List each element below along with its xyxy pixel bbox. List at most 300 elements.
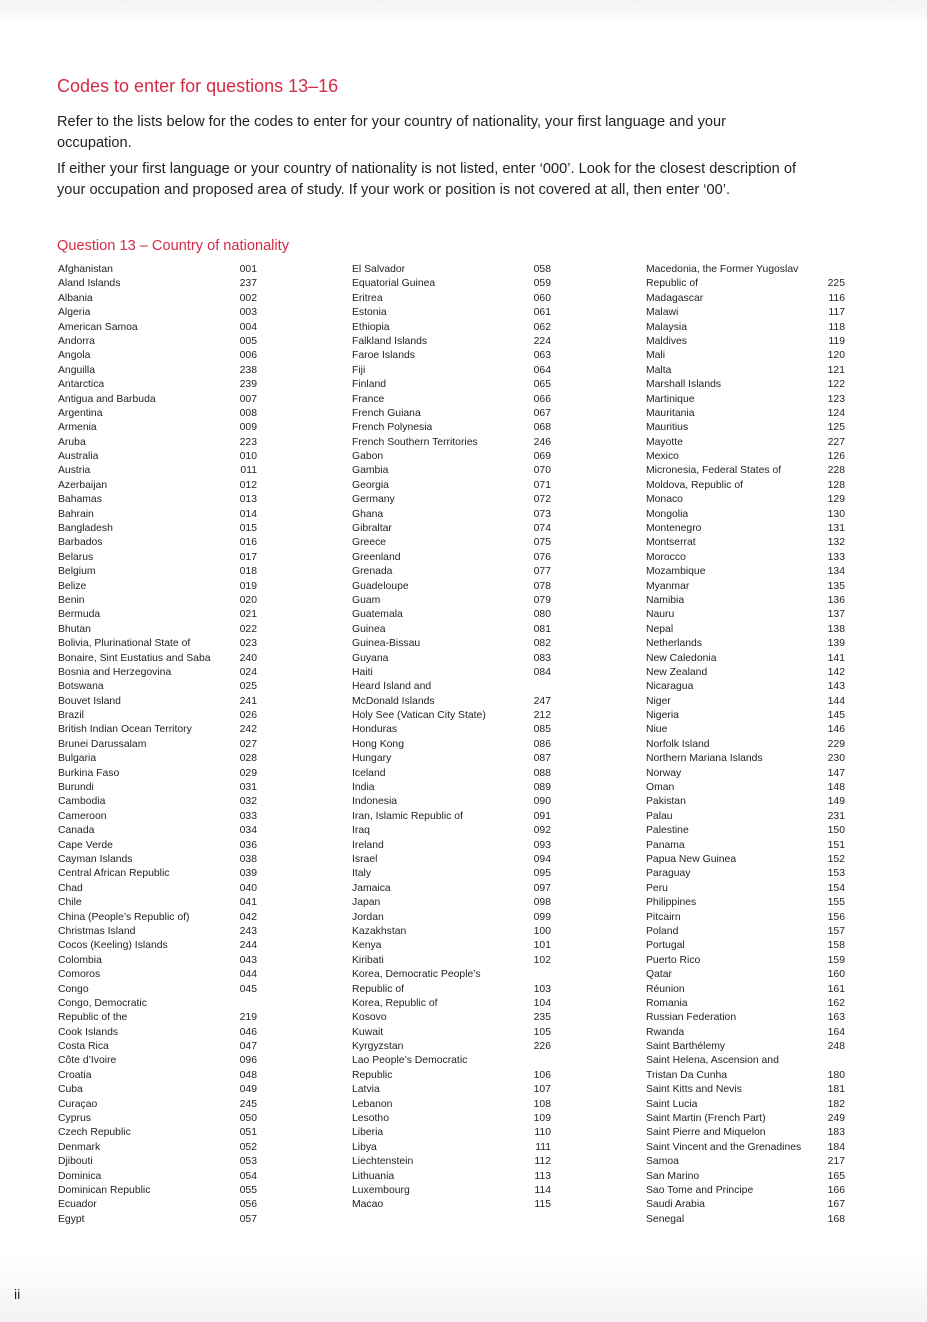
country-code: 051 <box>239 1127 257 1139</box>
country-code: 137 <box>827 609 845 621</box>
country-row <box>58 263 257 277</box>
country-code: 119 <box>828 335 845 347</box>
country-code: 009 <box>239 422 257 434</box>
country-row <box>646 1069 845 1083</box>
country-name: Aruba <box>58 436 86 448</box>
country-code: 094 <box>533 854 551 865</box>
country-code: 109 <box>533 1113 551 1125</box>
country-name: Réunion <box>646 983 685 995</box>
country-name: Maldives <box>646 335 687 347</box>
country-code: 093 <box>533 839 551 851</box>
country-row <box>352 407 551 421</box>
country-code: 011 <box>240 465 257 477</box>
country-name: Austria <box>58 465 91 477</box>
country-code: 005 <box>239 335 257 347</box>
country-row <box>352 652 551 666</box>
country-name: Greenland <box>352 551 401 563</box>
country-code: 235 <box>533 1012 551 1024</box>
country-row <box>58 292 257 306</box>
country-row <box>646 464 845 478</box>
country-name: Mexico <box>646 451 679 463</box>
country-code: 071 <box>533 479 551 491</box>
country-row <box>58 623 257 637</box>
country-row <box>58 1126 257 1140</box>
country-code: 023 <box>239 638 257 650</box>
country-code: 070 <box>533 465 551 477</box>
country-row <box>58 925 257 939</box>
country-code: 142 <box>827 666 845 678</box>
country-name: Montserrat <box>646 537 696 549</box>
country-row <box>352 508 551 522</box>
country-name: Bouvet Island <box>58 695 121 707</box>
country-code: 163 <box>827 1012 845 1024</box>
country-code: 115 <box>534 1199 551 1211</box>
country-code: 014 <box>239 508 257 520</box>
country-code: 230 <box>827 753 845 765</box>
country-row <box>646 407 845 421</box>
country-name: Central African Republic <box>58 868 170 880</box>
country-code: 108 <box>533 1098 551 1110</box>
country-row <box>646 306 845 320</box>
country-code: 015 <box>239 523 257 535</box>
country-row <box>646 824 845 838</box>
country-row <box>352 781 551 795</box>
country-name: Montenegro <box>646 523 702 535</box>
country-code: 136 <box>827 594 845 606</box>
country-name: Sao Tome and Principe <box>646 1184 754 1196</box>
country-name: Botswana <box>58 681 104 693</box>
country-name: Benin <box>58 594 85 606</box>
country-name: Mauritania <box>646 407 695 419</box>
country-code: 054 <box>239 1170 257 1182</box>
country-name: Croatia <box>58 1069 92 1081</box>
country-code: 212 <box>533 710 551 722</box>
country-row <box>646 853 845 867</box>
country-name: Aland Islands <box>58 278 121 290</box>
country-row <box>352 695 551 709</box>
country-name: Malta <box>646 364 672 376</box>
country-name: Jordan <box>352 911 384 923</box>
country-code: 231 <box>827 810 845 822</box>
country-row <box>646 335 845 349</box>
country-row <box>646 594 845 608</box>
country-name: Iran, Islamic Republic of <box>352 810 463 822</box>
country-row <box>352 1141 551 1155</box>
country-row <box>646 1026 845 1040</box>
country-code: 249 <box>827 1113 845 1125</box>
country-row <box>58 709 257 723</box>
country-row <box>352 810 551 824</box>
country-row <box>58 1213 257 1227</box>
country-code: 161 <box>827 983 845 995</box>
country-row <box>58 1083 257 1097</box>
country-row <box>352 1026 551 1040</box>
country-name: Eritrea <box>352 292 383 304</box>
country-row <box>58 896 257 910</box>
page-heading: Codes to enter for questions 13–16 <box>57 76 339 96</box>
country-row <box>646 565 845 579</box>
country-code: 238 <box>239 364 257 376</box>
country-name: Northern Mariana Islands <box>646 753 763 765</box>
country-row <box>352 752 551 766</box>
country-column-3 <box>646 263 845 1227</box>
country-code: 100 <box>533 925 551 937</box>
country-code: 149 <box>827 796 845 808</box>
country-row <box>646 1112 845 1126</box>
country-name: Pitcairn <box>646 911 681 923</box>
country-code: 111 <box>535 1141 551 1153</box>
country-code: 002 <box>239 292 257 304</box>
country-row <box>646 896 845 910</box>
country-name: Cuba <box>58 1084 83 1096</box>
country-row <box>58 867 257 881</box>
country-name: Niue <box>646 724 668 736</box>
country-name: Germany <box>352 494 395 506</box>
country-name: Belgium <box>58 566 96 578</box>
country-code: 105 <box>533 1026 551 1038</box>
country-name: Kiribati <box>352 954 384 966</box>
country-name: Kosovo <box>352 1012 387 1024</box>
country-code: 024 <box>239 666 257 678</box>
country-row <box>646 292 845 306</box>
country-code: 125 <box>827 422 845 434</box>
country-code: 084 <box>533 666 551 678</box>
country-code: 110 <box>534 1127 551 1139</box>
country-code: 042 <box>239 911 257 923</box>
country-code: 167 <box>827 1199 845 1211</box>
country-name: Canada <box>58 825 95 837</box>
country-code: 165 <box>827 1170 845 1182</box>
country-row <box>58 1098 257 1112</box>
country-code: 146 <box>827 724 845 736</box>
country-code: 080 <box>533 609 551 621</box>
country-name: Ecuador <box>58 1199 97 1211</box>
country-row <box>646 536 845 550</box>
country-name: Grenada <box>352 566 393 578</box>
country-code: 090 <box>533 796 551 808</box>
country-code: 226 <box>533 1041 551 1053</box>
country-code: 106 <box>533 1069 551 1081</box>
country-row <box>352 493 551 507</box>
country-code: 247 <box>533 695 551 707</box>
country-name: Chile <box>58 897 82 909</box>
country-code: 245 <box>239 1098 257 1110</box>
country-name: India <box>352 782 375 794</box>
country-code: 126 <box>827 451 845 463</box>
country-code: 081 <box>533 623 551 635</box>
country-row <box>352 1126 551 1140</box>
country-code: 131 <box>827 523 845 535</box>
country-name: Bolivia, Plurinational State of <box>58 638 191 650</box>
country-code: 237 <box>239 278 257 290</box>
country-code: 092 <box>533 825 551 837</box>
country-row <box>352 839 551 853</box>
country-name: Mali <box>646 350 666 362</box>
country-name: Czech Republic <box>58 1127 131 1139</box>
country-code: 156 <box>827 911 845 923</box>
country-code: 012 <box>239 479 257 491</box>
country-row <box>58 839 257 853</box>
country-row <box>58 1170 257 1184</box>
country-name: Bangladesh <box>58 523 113 535</box>
country-name: Cayman Islands <box>58 854 133 865</box>
country-name: Ghana <box>352 508 384 520</box>
country-row <box>646 1126 845 1140</box>
country-code: 038 <box>239 854 257 865</box>
country-code: 103 <box>533 983 551 995</box>
country-code: 006 <box>239 350 257 362</box>
country-name: Congo <box>58 983 89 995</box>
country-name: Republic <box>352 1069 393 1081</box>
country-name: Guam <box>352 594 381 606</box>
country-name: Belize <box>58 580 87 592</box>
country-name: Paraguay <box>646 868 691 880</box>
country-code: 143 <box>827 681 845 693</box>
country-name: Marshall Islands <box>646 379 722 391</box>
country-code: 139 <box>827 638 845 650</box>
country-name: Guatemala <box>352 609 403 621</box>
country-code: 010 <box>239 451 257 463</box>
country-code: 134 <box>827 566 845 578</box>
country-name: Bermuda <box>58 609 101 621</box>
country-row <box>352 349 551 363</box>
country-name: Barbados <box>58 537 103 549</box>
country-code: 057 <box>239 1213 257 1225</box>
country-row <box>646 882 845 896</box>
country-name: Senegal <box>646 1213 685 1225</box>
country-name: Andorra <box>58 335 95 347</box>
country-name: Gabon <box>352 451 384 463</box>
country-name: Brazil <box>58 710 84 722</box>
country-code: 025 <box>239 681 257 693</box>
country-name: French Southern Territories <box>352 436 478 448</box>
country-code: 091 <box>533 810 551 822</box>
country-row <box>646 1213 845 1227</box>
country-name: Macao <box>352 1199 384 1211</box>
country-row <box>58 911 257 925</box>
country-code: 043 <box>239 954 257 966</box>
country-code: 082 <box>533 638 551 650</box>
country-row <box>646 724 845 738</box>
country-row <box>352 824 551 838</box>
country-row <box>352 767 551 781</box>
country-row <box>352 1011 551 1025</box>
country-code: 045 <box>239 983 257 995</box>
country-code: 095 <box>533 868 551 880</box>
country-name: New Zealand <box>646 666 708 678</box>
country-code: 157 <box>827 925 845 937</box>
country-name: Iceland <box>352 767 386 779</box>
country-row <box>58 321 257 335</box>
country-row <box>58 666 257 680</box>
country-name: Saint Lucia <box>646 1098 698 1110</box>
country-row <box>646 1011 845 1025</box>
country-code: 066 <box>533 393 551 405</box>
country-row <box>352 954 551 968</box>
country-name: Cook Islands <box>58 1026 119 1038</box>
country-row <box>352 536 551 550</box>
country-code: 147 <box>827 767 845 779</box>
country-row <box>646 1155 845 1169</box>
country-row <box>352 623 551 637</box>
country-code: 182 <box>827 1098 845 1110</box>
country-row <box>646 364 845 378</box>
country-name: Norway <box>646 767 682 779</box>
country-row <box>352 680 551 694</box>
country-code: 061 <box>533 307 551 319</box>
country-code: 050 <box>239 1113 257 1125</box>
country-row <box>646 1170 845 1184</box>
country-name: Republic of the <box>58 1012 128 1024</box>
country-name: Peru <box>646 882 668 894</box>
country-row <box>58 536 257 550</box>
country-name: Qatar <box>646 969 672 981</box>
country-name: Argentina <box>58 407 103 419</box>
country-name: Bahamas <box>58 494 102 506</box>
country-name: Holy See (Vatican City State) <box>352 710 486 722</box>
country-name: Samoa <box>646 1156 679 1168</box>
country-code: 151 <box>827 839 845 851</box>
country-row <box>352 911 551 925</box>
country-code: 241 <box>239 695 257 707</box>
country-code: 132 <box>827 537 845 549</box>
country-row <box>58 939 257 953</box>
country-row <box>352 968 551 982</box>
country-name: Chad <box>58 882 83 894</box>
country-row <box>58 954 257 968</box>
country-code: 096 <box>239 1055 257 1067</box>
country-name: Saint Vincent and the Grenadines <box>646 1141 802 1153</box>
country-name: New Caledonia <box>646 652 717 664</box>
country-row <box>352 896 551 910</box>
country-row <box>646 666 845 680</box>
country-code: 053 <box>239 1156 257 1168</box>
country-code: 112 <box>534 1156 551 1168</box>
country-code: 060 <box>533 292 551 304</box>
country-name: Lao People’s Democratic <box>352 1055 468 1067</box>
country-name: Curaçao <box>58 1098 98 1110</box>
country-code: 145 <box>827 710 845 722</box>
page-number: ii <box>14 1286 21 1302</box>
country-name: Angola <box>58 350 91 362</box>
country-name: Cocos (Keeling) Islands <box>58 940 168 952</box>
country-name: Lesotho <box>352 1113 389 1125</box>
country-name: Libya <box>352 1141 377 1153</box>
country-code: 168 <box>827 1213 845 1225</box>
country-code: 128 <box>827 479 845 491</box>
country-name: Burundi <box>58 782 94 794</box>
country-row <box>352 436 551 450</box>
country-row <box>352 1170 551 1184</box>
country-row <box>646 652 845 666</box>
country-row <box>352 1155 551 1169</box>
country-code: 007 <box>239 393 257 405</box>
country-row <box>646 738 845 752</box>
country-name: Honduras <box>352 724 398 736</box>
country-name: France <box>352 393 385 405</box>
country-code: 039 <box>239 868 257 880</box>
country-row <box>352 565 551 579</box>
country-code: 076 <box>533 551 551 563</box>
country-row <box>58 738 257 752</box>
instructions-paragraph: If either your first language or your country of nationality is not listed, enter ‘000’. Look for the closest description of your occupation and proposed area of study. If your work or position is not covered at all, then enter ‘00’. <box>57 161 797 198</box>
country-code: 018 <box>239 566 257 578</box>
country-name: Côte d’Ivoire <box>58 1055 117 1067</box>
country-code: 124 <box>827 407 845 419</box>
country-code: 086 <box>533 738 551 750</box>
country-name: Netherlands <box>646 638 703 650</box>
country-row <box>352 724 551 738</box>
country-row <box>58 421 257 435</box>
country-name: Bosnia and Herzegovina <box>58 666 172 678</box>
country-row <box>352 594 551 608</box>
country-name: Nicaragua <box>646 681 694 693</box>
country-row <box>58 493 257 507</box>
country-code: 085 <box>533 724 551 736</box>
country-row <box>646 752 845 766</box>
country-row <box>352 1184 551 1198</box>
country-row <box>58 508 257 522</box>
country-name: Algeria <box>58 307 91 319</box>
country-name: Namibia <box>646 594 685 606</box>
country-name: Korea, Democratic People’s <box>352 969 481 981</box>
country-name: Philippines <box>646 897 697 909</box>
country-row <box>58 983 257 997</box>
country-code: 088 <box>533 767 551 779</box>
country-code: 183 <box>827 1127 845 1139</box>
country-name: French Guiana <box>352 407 421 419</box>
country-row <box>58 436 257 450</box>
country-row <box>646 1141 845 1155</box>
country-code: 008 <box>239 407 257 419</box>
country-row <box>646 867 845 881</box>
country-name: Poland <box>646 925 679 937</box>
country-row <box>58 968 257 982</box>
country-code: 135 <box>827 580 845 592</box>
country-code: 243 <box>239 925 257 937</box>
country-code: 123 <box>827 393 845 405</box>
country-row <box>646 608 845 622</box>
country-code: 062 <box>533 321 551 333</box>
country-row <box>646 637 845 651</box>
country-row <box>58 652 257 666</box>
country-row <box>646 709 845 723</box>
country-code: 056 <box>239 1199 257 1211</box>
country-row <box>352 925 551 939</box>
country-row <box>58 767 257 781</box>
country-row <box>352 738 551 752</box>
country-row <box>352 479 551 493</box>
country-code: 229 <box>827 738 845 750</box>
country-row <box>352 983 551 997</box>
country-name: Dominican Republic <box>58 1184 151 1196</box>
country-code: 133 <box>827 551 845 563</box>
country-row <box>646 479 845 493</box>
country-name: Heard Island and <box>352 681 432 693</box>
country-code: 078 <box>533 580 551 592</box>
country-name: Albania <box>58 292 93 304</box>
country-name: Norfolk Island <box>646 738 710 750</box>
country-row <box>646 968 845 982</box>
country-name: Equatorial Guinea <box>352 278 436 290</box>
country-row <box>646 321 845 335</box>
country-name: Mongolia <box>646 508 689 520</box>
country-row <box>58 1026 257 1040</box>
country-row <box>646 810 845 824</box>
country-row <box>58 1112 257 1126</box>
country-name: Armenia <box>58 422 97 434</box>
country-code: 153 <box>827 868 845 880</box>
